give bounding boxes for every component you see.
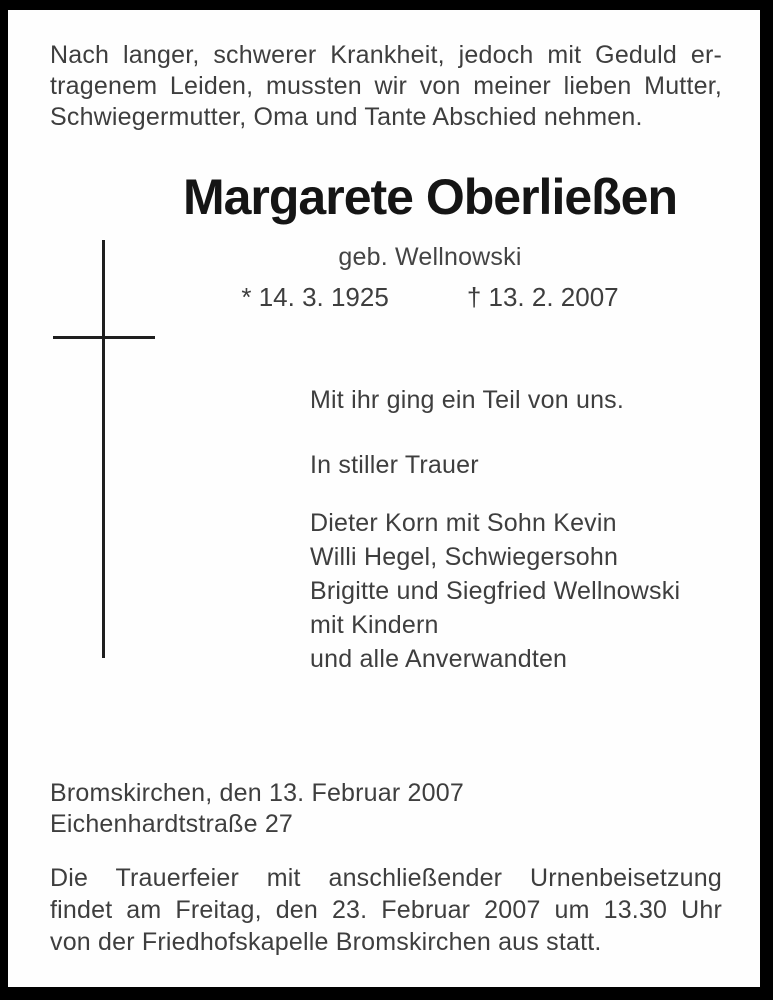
deceased-name: Margarete Oberließen: [182, 169, 678, 225]
intro-line: tragenem Leiden, mussten wir von meiner lieben Mutter,: [50, 72, 722, 100]
intro-paragraph: [50, 40, 722, 133]
funeral-info-line: Die Trauerfeier mit anschließender Urnenbeisetzung: [50, 864, 722, 892]
mourners-list: [310, 506, 680, 676]
mourner-line: Willi Hegel, Schwiegersohn: [310, 543, 619, 571]
mourner-line: Brigitte und Siegfried Wellnowski: [310, 577, 681, 605]
mourner-line: Dieter Korn mit Sohn Kevin: [310, 509, 617, 537]
address-line: Eichenhardtstraße 27: [50, 810, 294, 838]
intro-line: Schwiegermutter, Oma und Tante Abschied nehmen.: [50, 103, 643, 131]
death-date: † 13. 2. 2007: [466, 282, 619, 312]
maiden-name: geb. Wellnowski: [338, 243, 522, 271]
birth-date: * 14. 3. 1925: [241, 282, 389, 312]
life-dates: [100, 282, 760, 312]
funeral-info-paragraph: [50, 862, 722, 958]
cross-vertical-bar: [102, 240, 105, 658]
cross-horizontal-bar: [53, 336, 155, 339]
farewell-line: Mit ihr ging ein Teil von uns.: [310, 386, 625, 414]
funeral-info-line: von der Friedhofskapelle Bromskirchen aus statt.: [50, 928, 602, 956]
funeral-info-line: findet am Freitag, den 23. Februar 2007 um 13.30 Uhr: [50, 896, 722, 924]
place-date-block: [50, 778, 464, 840]
mourning-heading: In stiller Trauer: [310, 451, 479, 479]
place-date-line: Bromskirchen, den 13. Februar 2007: [50, 779, 464, 807]
mourner-line: mit Kindern: [310, 611, 439, 639]
death-notice: [8, 10, 760, 987]
intro-line: Nach langer, schwerer Krankheit, jedoch mit Geduld er-: [50, 41, 722, 69]
mourner-line: und alle Anverwandten: [310, 645, 568, 673]
name-block: [100, 168, 760, 312]
